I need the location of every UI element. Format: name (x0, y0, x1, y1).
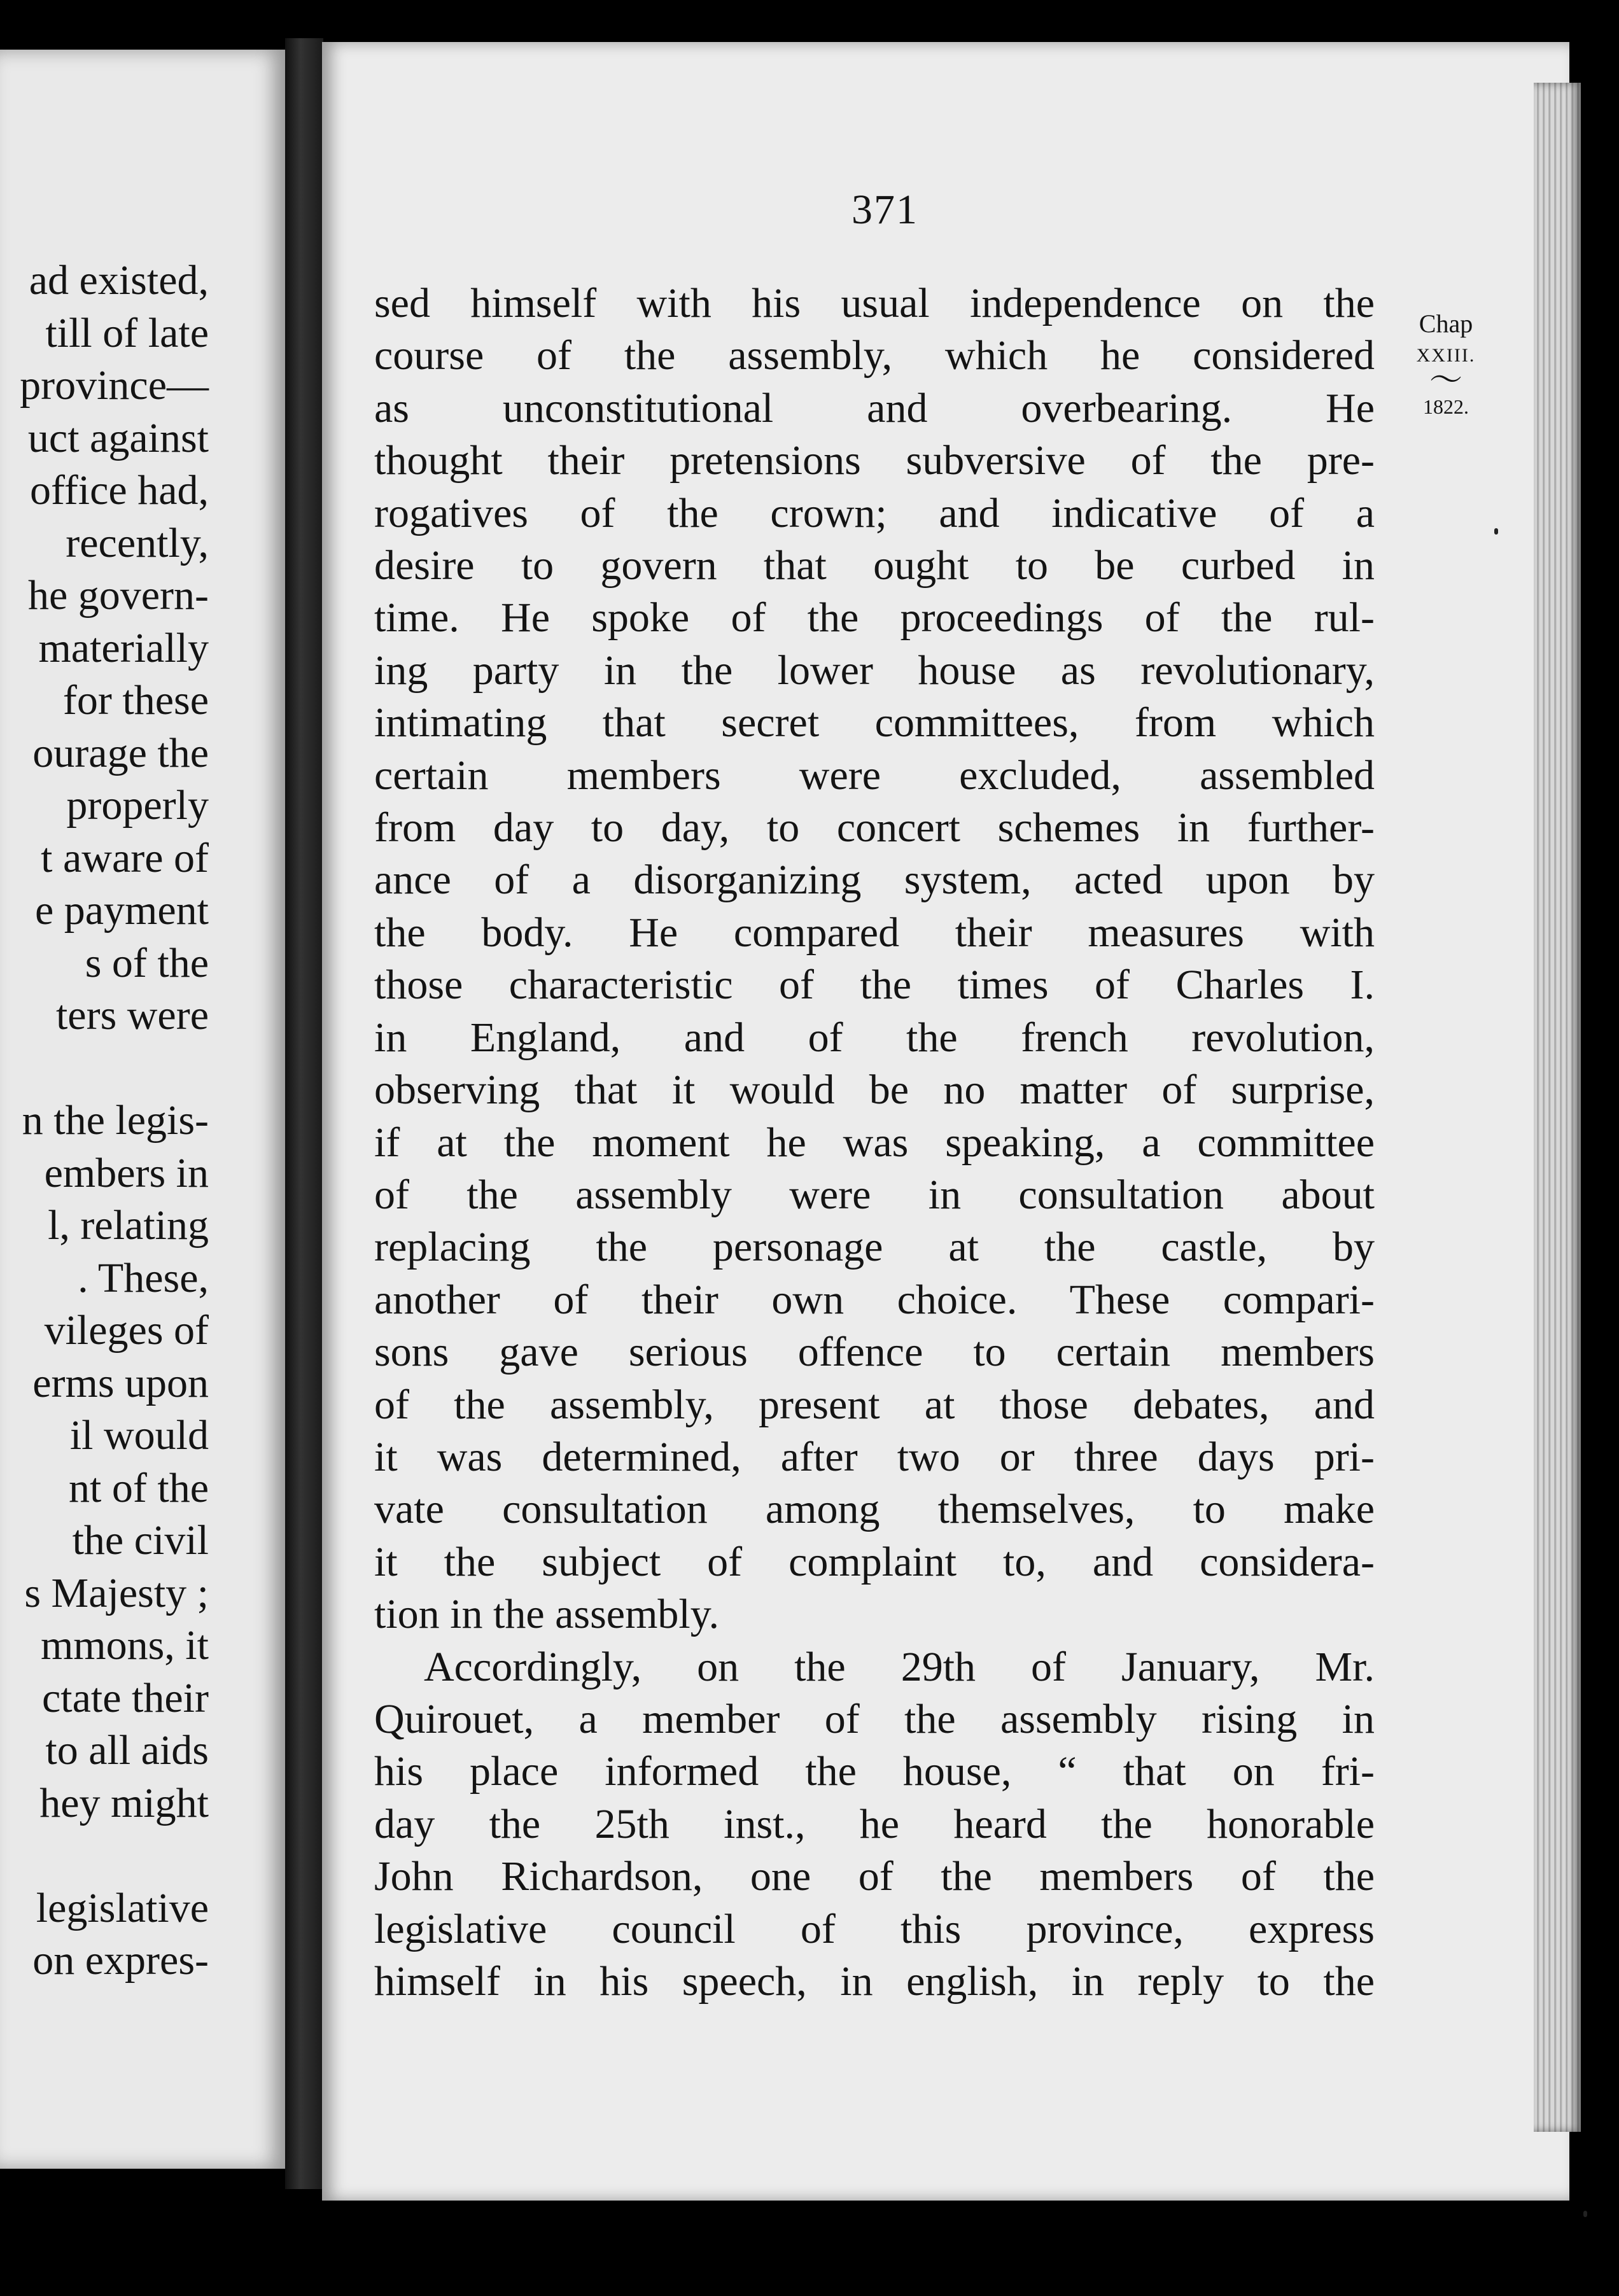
text-line: himself in his speech, in english, in reply to the (374, 1958, 1375, 2005)
book-gutter (285, 38, 323, 2189)
left-text-line: nt of the (69, 1464, 209, 1511)
text-line: those characteristic of the times of Charles I. (374, 962, 1375, 1009)
left-text-line: s Majesty ; (24, 1569, 209, 1616)
text-line: thought their pretensions subversive of the pre- (374, 437, 1375, 484)
text-line: another of their own choice. These compari- (374, 1276, 1375, 1323)
text-line: sons gave serious offence to certain members (374, 1329, 1375, 1376)
text-line: as unconstitutional and overbearing. He (374, 384, 1375, 431)
left-text-line: for these (62, 677, 209, 724)
text-line: certain members were excluded, assembled (374, 752, 1375, 799)
body-text (374, 277, 1375, 2008)
text-line: if at the moment he was speaking, a committee (374, 1119, 1375, 1166)
left-text-line: legislative (36, 1884, 209, 1931)
left-text-line: to all aids (45, 1727, 209, 1774)
text-line: day the 25th inst., he heard the honorable (374, 1800, 1375, 1847)
text-line: ing party in the lower house as revolutionary, (374, 647, 1375, 694)
left-text-line: erms upon (32, 1359, 209, 1406)
left-text-line: ourage the (32, 729, 209, 776)
page-number: 371 (852, 186, 918, 233)
text-line: John Richardson, one of the members of the (374, 1853, 1375, 1900)
text-line: Quirouet, a member of the assembly rising in (374, 1695, 1375, 1742)
left-text-line: t aware of (41, 834, 209, 881)
left-text-line: uct against (27, 414, 209, 461)
left-text-line: on expres- (32, 1937, 209, 1984)
text-line: it was determined, after two or three days pri- (374, 1433, 1375, 1480)
text-line: desire to govern that ought to be curbed in (374, 542, 1375, 589)
text-line: his place informed the house, “ that on fri- (374, 1748, 1375, 1795)
left-text-line: ters were (55, 992, 209, 1039)
left-text-line: till of late (45, 309, 209, 356)
left-text-line (20, 1042, 209, 1095)
margin-chapter-numeral: XXIII. (1416, 345, 1476, 366)
left-text-line: properly (66, 782, 209, 829)
text-line: ance of a disorganizing system, acted upon by (374, 857, 1375, 904)
text-line: intimating that secret committees, from which (374, 699, 1375, 746)
text-line: replacing the personage at the castle, by (374, 1224, 1375, 1271)
text-line: vate consultation among themselves, to make (374, 1486, 1375, 1533)
text-line: the body. He compared their measures with (374, 909, 1375, 956)
dust-speck (1583, 2211, 1587, 2217)
left-page (0, 50, 285, 2169)
text-line: sed himself with his usual independence on the (374, 280, 1375, 326)
text-line: of the assembly were in consultation about (374, 1171, 1375, 1218)
text-line: it the subject of complaint to, and considera- (374, 1538, 1375, 1585)
dust-speck (1494, 528, 1498, 535)
left-text-line: ctate their (41, 1674, 209, 1721)
left-text-line: mmons, it (40, 1622, 209, 1669)
margin-flourish: 〜 (1429, 363, 1462, 399)
left-text-line (20, 1830, 209, 1882)
left-page-text (20, 255, 209, 1987)
left-text-line: vileges of (44, 1307, 209, 1354)
left-text-line: s of the (85, 939, 209, 986)
left-text-line: hey might (39, 1779, 209, 1826)
left-text-line: n the legis- (22, 1097, 209, 1144)
left-text-line: province— (20, 362, 209, 409)
left-text-line: materially (38, 624, 209, 671)
left-text-line: . These, (78, 1254, 209, 1301)
margin-year: 1822. (1423, 395, 1469, 418)
margin-note (1395, 308, 1497, 423)
left-text-line: l, relating (48, 1202, 209, 1249)
left-text-line: recently, (66, 519, 209, 566)
text-line: Accordingly, on the 29th of January, Mr. (424, 1643, 1375, 1690)
text-line: time. He spoke of the proceedings of the rul- (374, 594, 1375, 641)
left-text-line: he govern- (27, 572, 209, 619)
left-text-line: the civil (72, 1517, 209, 1564)
left-text-line: embers in (44, 1149, 209, 1196)
text-line: observing that it would be no matter of surprise, (374, 1067, 1375, 1114)
text-line: course of the assembly, which he considered (374, 332, 1375, 379)
text-line: legislative council of this province, express (374, 1905, 1375, 1952)
margin-chapter: Chap (1419, 309, 1473, 338)
page-edges (1534, 83, 1581, 2132)
text-line: of the assembly, present at those debates, and (374, 1381, 1375, 1428)
left-text-line: e payment (34, 887, 209, 934)
left-text-line: ad existed, (29, 257, 209, 304)
text-line: in England, and of the french revolution, (374, 1014, 1375, 1061)
text-line: from day to day, to concert schemes in further- (374, 804, 1375, 851)
text-line: tion in the assembly. (374, 1591, 719, 1638)
text-line: rogatives of the crown; and indicative of a (374, 489, 1375, 536)
left-text-line: il would (69, 1412, 209, 1459)
left-text-line: office had, (30, 467, 209, 514)
